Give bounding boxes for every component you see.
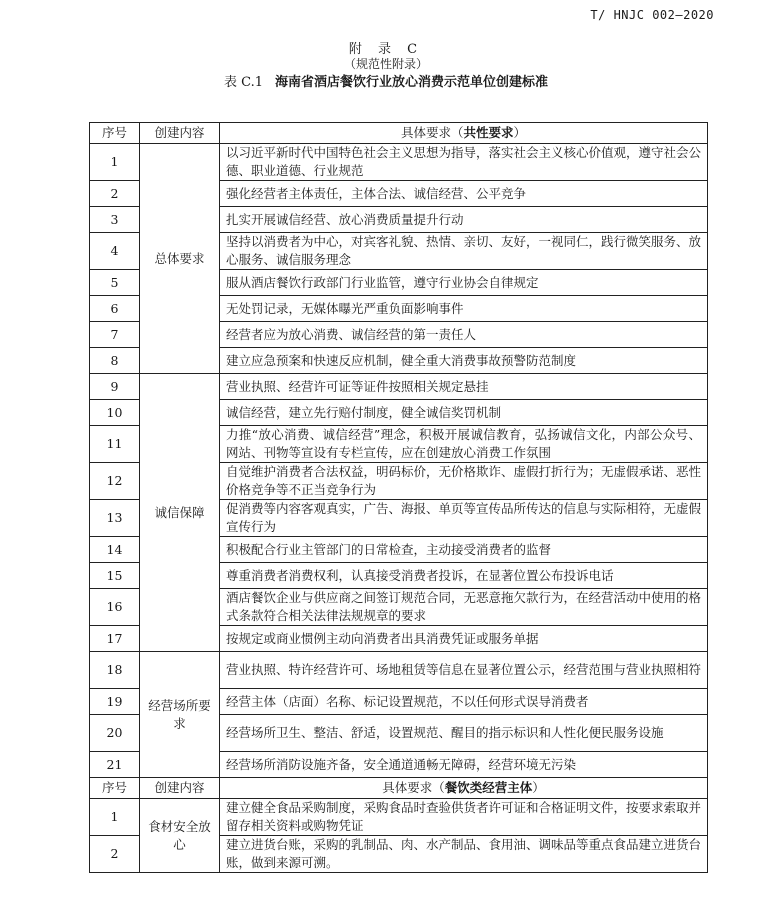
- requirement-text: 按规定或商业惯例主动向消费者出具消费凭证或服务单据: [220, 626, 708, 652]
- table-header-row: [90, 123, 708, 144]
- row-number: 20: [90, 715, 140, 752]
- row-number: 18: [90, 652, 140, 689]
- requirement-text: 经营主体（店面）名称、标记设置规范，不以任何形式误导消费者: [220, 689, 708, 715]
- standards-table: [89, 122, 708, 873]
- row-number: 5: [90, 270, 140, 296]
- table-row: [90, 652, 708, 689]
- header-requirement: [220, 123, 708, 144]
- requirement-text: 服从酒店餐饮行政部门行业监管，遵守行业协会自律规定: [220, 270, 708, 296]
- table-row: [90, 374, 708, 400]
- requirement-text: 营业执照、经营许可证等证件按照相关规定悬挂: [220, 374, 708, 400]
- requirement-text: 建立健全食品采购制度，采购食品时查验供货者许可证和合格证明文件，按要求索取并留存相关资料或购物凭证: [220, 799, 708, 836]
- row-number: 1: [90, 799, 140, 836]
- requirement-text: 诚信经营，建立先行赔付制度，健全诚信奖罚机制: [220, 400, 708, 426]
- appendix-heading: 附 录 C: [348, 42, 424, 57]
- row-number: 21: [90, 752, 140, 778]
- requirement-text: 自觉维护消费者合法权益，明码标价，无价格欺诈、虚假打折行为；无虚假承诺、恶性价格竞争等不正当竞争行为: [220, 463, 708, 500]
- normative-note: （规范性附录）: [343, 57, 428, 71]
- category-food: 食材安全放心: [140, 799, 220, 873]
- header-requirement: [220, 778, 708, 799]
- header-req-suffix: ）: [532, 780, 545, 795]
- row-number: 7: [90, 322, 140, 348]
- requirement-text: 营业执照、特许经营许可、场地租赁等信息在显著位置公示，经营范围与营业执照相符: [220, 652, 708, 689]
- table-title-text: 海南省酒店餐饮行业放心消费示范单位创建标准: [275, 75, 549, 90]
- row-number: 12: [90, 463, 140, 500]
- document-code: T/ HNJC 002—2020: [590, 8, 714, 22]
- table-number: 表 C.1: [223, 75, 263, 90]
- header-req-prefix: 具体要求（: [400, 125, 464, 140]
- table-row: [90, 799, 708, 836]
- row-number: 10: [90, 400, 140, 426]
- row-number: 9: [90, 374, 140, 400]
- category-integrity: 诚信保障: [140, 374, 220, 652]
- requirement-text: 强化经营者主体责任，主体合法、诚信经营、公平竞争: [220, 181, 708, 207]
- category-premises: 经营场所要求: [140, 652, 220, 778]
- requirement-text: 促消费等内容客观真实，广告、海报、单页等宣传品所传达的信息与实际相符，无虚假宣传行为: [220, 500, 708, 537]
- row-number: 2: [90, 836, 140, 873]
- row-number: 15: [90, 563, 140, 589]
- requirement-text: 力推“放心消费、诚信经营”理念，积极开展诚信教育，弘扬诚信文化，内部公众号、网站、刊物等宣设有专栏宣传，应在创建放心消费工作氛围: [220, 426, 708, 463]
- requirement-text: 建立应急预案和快速反应机制，健全重大消费事故预警防范制度: [220, 348, 708, 374]
- requirement-text: 经营者应为放心消费、诚信经营的第一责任人: [220, 322, 708, 348]
- row-number: 17: [90, 626, 140, 652]
- requirement-text: 坚持以消费者为中心，对宾客礼貌、热情、亲切、友好，一视同仁，践行微笑服务、放心服务、诚信服务理念: [220, 233, 708, 270]
- header-req-prefix: 具体要求（: [382, 780, 445, 795]
- table-header-row: [90, 778, 708, 799]
- requirement-text: 建立进货台账，采购的乳制品、肉、水产制品、食用油、调味品等重点食品建立进货台账，做到来源可溯。: [220, 836, 708, 873]
- header-no: 序号: [90, 778, 140, 799]
- table-row: [90, 144, 708, 181]
- row-number: 16: [90, 589, 140, 626]
- row-number: 4: [90, 233, 140, 270]
- table-title: [0, 71, 772, 90]
- header-req-suffix: ）: [513, 125, 527, 140]
- row-number: 14: [90, 537, 140, 563]
- requirement-text: 经营场所消防设施齐备，安全通道通畅无障碍，经营环境无污染: [220, 752, 708, 778]
- header-content: 创建内容: [140, 123, 220, 144]
- requirement-text: 酒店餐饮企业与供应商之间签订规范合同，无恶意拖欠款行为，在经营活动中使用的格式条款符合相关法律法规规章的要求: [220, 589, 708, 626]
- row-number: 1: [90, 144, 140, 181]
- row-number: 3: [90, 207, 140, 233]
- requirement-text: 以习近平新时代中国特色社会主义思想为指导，落实社会主义核心价值观，遵守社会公德、职业道德、行业规范: [220, 144, 708, 181]
- header-no: 序号: [90, 123, 140, 144]
- header-section-label: 餐饮类经营主体: [444, 780, 533, 795]
- row-number: 6: [90, 296, 140, 322]
- header-section-label: 共性要求: [463, 125, 514, 140]
- row-number: 11: [90, 426, 140, 463]
- requirement-text: 尊重消费者消费权利，认真接受消费者投诉，在显著位置公布投诉电话: [220, 563, 708, 589]
- category-overall: 总体要求: [140, 144, 220, 374]
- row-number: 19: [90, 689, 140, 715]
- requirement-text: 积极配合行业主管部门的日常检查，主动接受消费者的监督: [220, 537, 708, 563]
- row-number: 13: [90, 500, 140, 537]
- requirement-text: 扎实开展诚信经营、放心消费质量提升行动: [220, 207, 708, 233]
- requirement-text: 无处罚记录，无媒体曝光严重负面影响事件: [220, 296, 708, 322]
- requirement-text: 经营场所卫生、整洁、舒适，设置规范、醒目的指示标识和人性化便民服务设施: [220, 715, 708, 752]
- header-content: 创建内容: [140, 778, 220, 799]
- row-number: 8: [90, 348, 140, 374]
- row-number: 2: [90, 181, 140, 207]
